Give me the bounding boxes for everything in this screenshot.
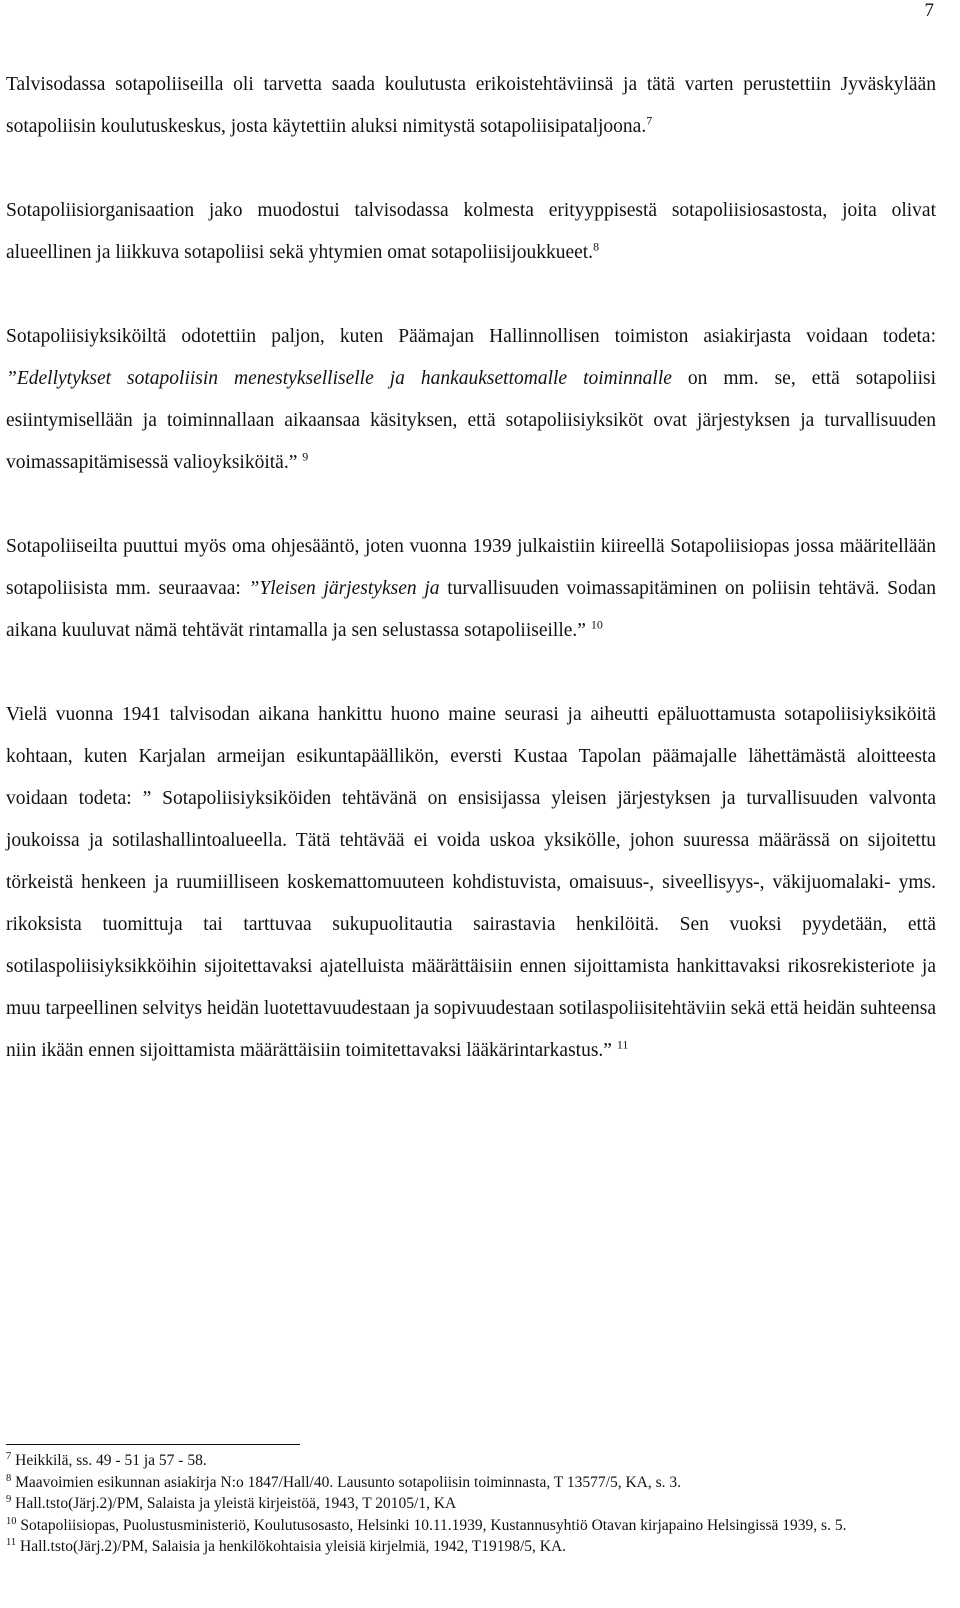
footnote-number: 8 xyxy=(6,1472,12,1484)
quoted-text: ”Yleisen järjestyksen ja xyxy=(248,578,440,599)
footnote-text: Hall.tsto(Järj.2)/PM, Salaista ja yleistä kirjeistöä, 1943, T 20105/1, KA xyxy=(15,1495,457,1512)
paragraph-intro: Sotapoliisiyksiköiltä odotettiin paljon, kuten Päämajan Hallinnollisen toimiston asiakirjasta voidaan todeta: xyxy=(6,326,936,347)
paragraph-text: Talvisodassa sotapoliiseilla oli tarvetta saada koulutusta erikoistehtäviinsä ja tätä varten perustettiin Jyväskylään sotapoliisin koulutuskeskus, josta käytettiin aluksi nimitystä sotapoliisipataljoona. xyxy=(6,74,936,137)
footnote-ref-9: 9 xyxy=(302,449,309,464)
paragraph-rest: on mm. se, että sotapoliisi esiintymisellään ja toiminnallaan aikaansaa käsityksen, että sotapoliisiyksiköt ovat järjestyksen ja turvallisuuden voimassapitämisessä valioyksiköitä.” xyxy=(6,368,936,473)
page-number: 7 xyxy=(924,0,934,21)
paragraph-1 xyxy=(6,64,936,148)
paragraph-4 xyxy=(6,526,936,652)
footnote-text: Heikkilä, ss. 49 - 51 ja 57 - 58. xyxy=(15,1452,207,1469)
footnote-text: Maavoimien esikunnan asiakirja N:o 1847/Hall/40. Lausunto sotapoliisin toiminnasta, T 13577/5, KA, s. 3. xyxy=(15,1473,681,1491)
footnote-9 xyxy=(6,1493,936,1515)
footnote-7 xyxy=(6,1450,936,1472)
footnote-number: 11 xyxy=(6,1536,17,1548)
footnote-text: Hall.tsto(Järj.2)/PM, Salaisia ja henkilökohtaisia yleisiä kirjelmiä, 1942, T19198/5, KA. xyxy=(20,1538,567,1555)
paragraph-5 xyxy=(6,694,936,1072)
paragraph-rest: turvallisuuden voimassapitäminen on poliisin tehtävä. Sodan aikana kuuluvat nämä tehtävät rintamalla ja sen selustassa sotapoliiseille.” xyxy=(6,578,936,641)
footnote-ref-10: 10 xyxy=(590,617,603,632)
footnote-number: 7 xyxy=(6,1450,12,1462)
footnote-ref-8: 8 xyxy=(593,239,600,254)
footnote-11 xyxy=(6,1536,936,1558)
paragraph-3 xyxy=(6,316,936,484)
footnotes xyxy=(6,1450,936,1558)
footnote-ref-7: 7 xyxy=(646,113,653,128)
footnote-separator xyxy=(6,1444,300,1445)
paragraph-text: Vielä vuonna 1941 talvisodan aikana hankittu huono maine seurasi ja aiheutti epäluottamusta sotapoliisiyksiköitä kohtaan, kuten Karjalan armeijan esikuntapäällikön, eversti Kustaa Tapolan päämajalle lähettämästä aloitteesta voidaan todeta: ” Sotapoliisiyksiköiden tehtävänä on ensisijassa yleisen järjestyksen ja turvallisuuden valvonta joukoissa ja sotilashallintoalueella. Tätä tehtävää ei voida uskoa yksikölle, johon suuressa määrässä on sijoitettu törkeistä henkeen ja ruumiilliseen koskemattomuuteen kohdistuvista, omaisuus-, siveellisyys-, väkijuomalaki- yms. rikoksista tuomittuja tai tarttuvaa sukupuolitautia sairastavia henkilöitä. Sen vuoksi pyydetään, että sotilaspoliisiyksikköihin sijoitettavaksi ajatelluista määrättäisiin ennen sijoittamista hankittavaksi rikosrekisteriote ja muu tarpeellinen selvitys heidän luotettavuudestaan ja sopivuudestaan sotilaspoliisitehtäviin sekä että heidän suhteensa niin ikään ennen sijoittamista määrättäisiin toimitettavaksi lääkärintarkastus.” xyxy=(6,704,936,1061)
footnote-8 xyxy=(6,1472,936,1494)
paragraph-text: Sotapoliisiorganisaation jako muodostui talvisodassa kolmesta erityyppisestä sotapoliisiosastosta, joita olivat alueellinen ja liikkuva sotapoliisi sekä yhtymien omat sotapoliisijoukkueet. xyxy=(6,200,936,263)
footnote-text: Sotapoliisiopas, Puolustusministeriö, Koulutusosasto, Helsinki 10.11.1939, Kustannusyhtiö Otavan kirjapaino Helsingissä 1939, s. 5. xyxy=(20,1516,847,1534)
footnote-number: 10 xyxy=(6,1515,17,1527)
footnote-10 xyxy=(6,1515,936,1537)
footnote-ref-11: 11 xyxy=(616,1037,629,1052)
quoted-text: ”Edellytykset sotapoliisin menestykselliselle ja hankauksettomalle toiminnalle xyxy=(6,368,672,389)
paragraph-2 xyxy=(6,190,936,274)
footnote-number: 9 xyxy=(6,1493,12,1505)
paragraph-intro: Sotapoliiseilta puuttui myös oma ohjesääntö, joten vuonna 1939 julkaistiin kiireellä Sotapoliisiopas jossa määritellään sotapoliisista mm. seuraavaa: xyxy=(6,536,936,599)
body-text xyxy=(6,64,936,1072)
